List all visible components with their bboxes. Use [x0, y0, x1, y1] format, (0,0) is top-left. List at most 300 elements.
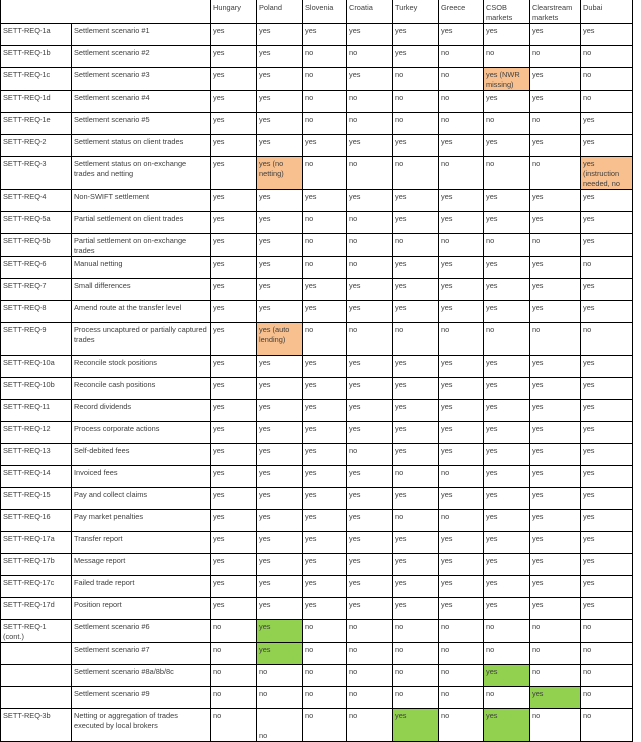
cell-dubai: yes: [581, 466, 633, 488]
cell-slovenia: yes: [303, 466, 347, 488]
cell-poland: yes: [257, 620, 303, 643]
cell-slovenia: no: [303, 709, 347, 742]
cell-turkey: no: [393, 466, 439, 488]
cell-greece: no: [439, 157, 484, 190]
table-row: [1, 46, 633, 68]
cell-hungary: yes: [211, 532, 257, 554]
cell-hungary: yes: [211, 301, 257, 323]
cell-clearstream-markets: yes: [530, 422, 581, 444]
table-row: [1, 554, 633, 576]
cell-csob-markets: yes: [484, 709, 530, 742]
cell-poland: yes: [257, 444, 303, 466]
cell-turkey: yes: [393, 212, 439, 234]
cell-poland: no: [257, 687, 303, 709]
cell-csob-markets: yes: [484, 400, 530, 422]
cell-greece: no: [439, 234, 484, 257]
table-row: [1, 91, 633, 113]
requirement-description: Amend route at the transfer level: [72, 301, 211, 323]
cell-clearstream-markets: yes: [530, 356, 581, 378]
requirement-description: Message report: [72, 554, 211, 576]
cell-greece: no: [439, 323, 484, 356]
requirement-description: Reconcile stock positions: [72, 356, 211, 378]
requirement-description: Partial settlement on on-exchange trades: [72, 234, 211, 257]
header-greece: Greece: [439, 0, 484, 24]
cell-poland: yes (auto lending): [257, 323, 303, 356]
requirement-description: Settlement scenario #9: [72, 687, 211, 709]
header-dubai: Dubai: [581, 0, 633, 24]
requirement-id: SETT-REQ-10a: [1, 356, 72, 378]
requirement-id: SETT-REQ-4: [1, 190, 72, 212]
requirement-id: SETT-REQ-8: [1, 301, 72, 323]
cell-csob-markets: yes: [484, 510, 530, 532]
cell-csob-markets: yes: [484, 135, 530, 157]
cell-poland: yes: [257, 378, 303, 400]
cell-croatia: no: [347, 157, 393, 190]
cell-hungary: no: [211, 709, 257, 742]
requirement-id: SETT-REQ-17c: [1, 576, 72, 598]
requirement-description: Failed trade report: [72, 576, 211, 598]
cell-poland: yes: [257, 91, 303, 113]
cell-clearstream-markets: yes: [530, 576, 581, 598]
cell-csob-markets: no: [484, 620, 530, 643]
cell-turkey: yes: [393, 598, 439, 620]
cell-turkey: no: [393, 643, 439, 665]
cell-turkey: no: [393, 687, 439, 709]
cell-poland: yes: [257, 190, 303, 212]
requirement-id: SETT-REQ-3: [1, 157, 72, 190]
requirement-id: SETT-REQ-2: [1, 135, 72, 157]
cell-hungary: yes: [211, 157, 257, 190]
cell-csob-markets: yes: [484, 576, 530, 598]
cell-poland: yes: [257, 46, 303, 68]
cell-dubai: yes: [581, 576, 633, 598]
cell-dubai: yes: [581, 378, 633, 400]
cell-greece: yes: [439, 135, 484, 157]
requirement-id: SETT-REQ-15: [1, 488, 72, 510]
requirement-description: Settlement status on client trades: [72, 135, 211, 157]
header-id: [1, 0, 72, 24]
cell-greece: yes: [439, 24, 484, 46]
header-row: [1, 0, 633, 24]
cell-clearstream-markets: no: [530, 643, 581, 665]
cell-hungary: yes: [211, 91, 257, 113]
requirement-description: Transfer report: [72, 532, 211, 554]
requirement-id: SETT-REQ-1a: [1, 24, 72, 46]
cell-greece: no: [439, 709, 484, 742]
cell-turkey: no: [393, 323, 439, 356]
cell-clearstream-markets: yes: [530, 257, 581, 279]
cell-croatia: no: [347, 643, 393, 665]
cell-greece: yes: [439, 301, 484, 323]
cell-croatia: no: [347, 212, 393, 234]
cell-croatia: no: [347, 91, 393, 113]
cell-poland: yes: [257, 488, 303, 510]
cell-croatia: yes: [347, 466, 393, 488]
table-row: [1, 643, 633, 665]
cell-hungary: yes: [211, 510, 257, 532]
cell-greece: yes: [439, 400, 484, 422]
cell-dubai: yes: [581, 24, 633, 46]
cell-clearstream-markets: no: [530, 665, 581, 687]
table-row: [1, 422, 633, 444]
cell-slovenia: no: [303, 643, 347, 665]
cell-poland: yes: [257, 257, 303, 279]
cell-croatia: no: [347, 113, 393, 135]
requirement-id: [1, 687, 72, 709]
cell-poland: yes: [257, 554, 303, 576]
cell-csob-markets: yes: [484, 257, 530, 279]
cell-hungary: no: [211, 643, 257, 665]
cell-poland: yes: [257, 234, 303, 257]
cell-turkey: yes: [393, 709, 439, 742]
cell-slovenia: yes: [303, 532, 347, 554]
cell-poland: yes: [257, 279, 303, 301]
cell-croatia: no: [347, 687, 393, 709]
cell-dubai: no: [581, 709, 633, 742]
cell-dubai: yes: [581, 444, 633, 466]
cell-clearstream-markets: no: [530, 46, 581, 68]
cell-csob-markets: yes: [484, 24, 530, 46]
cell-csob-markets: yes: [484, 554, 530, 576]
cell-slovenia: yes: [303, 135, 347, 157]
cell-clearstream-markets: yes: [530, 91, 581, 113]
cell-dubai: yes: [581, 301, 633, 323]
cell-poland: yes: [257, 356, 303, 378]
cell-csob-markets: no: [484, 157, 530, 190]
cell-csob-markets: no: [484, 234, 530, 257]
cell-slovenia: no: [303, 113, 347, 135]
cell-hungary: yes: [211, 46, 257, 68]
cell-croatia: no: [347, 665, 393, 687]
requirement-description: Settlement scenario #3: [72, 68, 211, 91]
requirement-id: SETT-REQ-1e: [1, 113, 72, 135]
cell-clearstream-markets: yes: [530, 554, 581, 576]
requirement-description: Partial settlement on client trades: [72, 212, 211, 234]
cell-poland: yes: [257, 598, 303, 620]
cell-hungary: yes: [211, 598, 257, 620]
table-row: [1, 466, 633, 488]
cell-greece: no: [439, 510, 484, 532]
cell-clearstream-markets: no: [530, 113, 581, 135]
cell-csob-markets: yes: [484, 466, 530, 488]
cell-greece: yes: [439, 576, 484, 598]
cell-poland: yes: [257, 212, 303, 234]
cell-greece: yes: [439, 532, 484, 554]
requirement-description: Manual netting: [72, 257, 211, 279]
cell-greece: no: [439, 643, 484, 665]
requirement-description: Settlement scenario #2: [72, 46, 211, 68]
requirement-id: SETT-REQ-10b: [1, 378, 72, 400]
cell-csob-markets: yes: [484, 91, 530, 113]
cell-greece: no: [439, 46, 484, 68]
table-row: [1, 532, 633, 554]
header-csob-markets: CSOB markets: [484, 0, 530, 24]
cell-greece: no: [439, 620, 484, 643]
requirement-description: Self-debited fees: [72, 444, 211, 466]
cell-csob-markets: yes: [484, 598, 530, 620]
cell-turkey: no: [393, 510, 439, 532]
cell-greece: yes: [439, 212, 484, 234]
cell-csob-markets: yes (NWR missing): [484, 68, 530, 91]
cell-poland: no: [257, 665, 303, 687]
cell-slovenia: no: [303, 46, 347, 68]
cell-croatia: no: [347, 234, 393, 257]
table-row: [1, 68, 633, 91]
table-row: [1, 190, 633, 212]
header-turkey: Turkey: [393, 0, 439, 24]
cell-clearstream-markets: yes: [530, 444, 581, 466]
cell-croatia: yes: [347, 68, 393, 91]
cell-poland: yes: [257, 68, 303, 91]
cell-greece: no: [439, 687, 484, 709]
cell-csob-markets: yes: [484, 378, 530, 400]
table-row: [1, 665, 633, 687]
table-row: [1, 301, 633, 323]
cell-dubai: no: [581, 46, 633, 68]
cell-clearstream-markets: yes: [530, 212, 581, 234]
cell-hungary: yes: [211, 554, 257, 576]
cell-csob-markets: no: [484, 46, 530, 68]
cell-csob-markets: yes: [484, 532, 530, 554]
table-row: [1, 212, 633, 234]
cell-dubai: yes: [581, 279, 633, 301]
cell-dubai: yes: [581, 488, 633, 510]
cell-poland: yes: [257, 113, 303, 135]
cell-slovenia: yes: [303, 400, 347, 422]
cell-csob-markets: yes: [484, 356, 530, 378]
cell-clearstream-markets: yes: [530, 488, 581, 510]
requirement-id: SETT-REQ-5a: [1, 212, 72, 234]
cell-csob-markets: no: [484, 323, 530, 356]
cell-hungary: yes: [211, 400, 257, 422]
requirement-description: Small differences: [72, 279, 211, 301]
cell-slovenia: yes: [303, 598, 347, 620]
cell-dubai: no: [581, 91, 633, 113]
cell-slovenia: yes: [303, 378, 347, 400]
cell-clearstream-markets: yes: [530, 190, 581, 212]
requirement-id: SETT-REQ-16: [1, 510, 72, 532]
requirement-id: SETT-REQ-17a: [1, 532, 72, 554]
cell-clearstream-markets: yes: [530, 466, 581, 488]
cell-hungary: yes: [211, 356, 257, 378]
cell-greece: no: [439, 68, 484, 91]
cell-slovenia: no: [303, 68, 347, 91]
cell-croatia: yes: [347, 135, 393, 157]
cell-slovenia: yes: [303, 190, 347, 212]
cell-croatia: yes: [347, 356, 393, 378]
cell-dubai: yes: [581, 422, 633, 444]
cell-clearstream-markets: yes: [530, 378, 581, 400]
cell-turkey: yes: [393, 444, 439, 466]
cell-hungary: yes: [211, 378, 257, 400]
requirement-description: Process uncaptured or partially captured trades: [72, 323, 211, 356]
cell-csob-markets: yes: [484, 422, 530, 444]
cell-slovenia: no: [303, 665, 347, 687]
cell-croatia: no: [347, 709, 393, 742]
cell-slovenia: yes: [303, 301, 347, 323]
cell-croatia: yes: [347, 598, 393, 620]
cell-croatia: yes: [347, 510, 393, 532]
cell-slovenia: no: [303, 91, 347, 113]
cell-clearstream-markets: yes: [530, 532, 581, 554]
cell-slovenia: yes: [303, 444, 347, 466]
requirement-description: Non-SWIFT settlement: [72, 190, 211, 212]
requirement-description: Record dividends: [72, 400, 211, 422]
table-row: [1, 576, 633, 598]
cell-croatia: no: [347, 444, 393, 466]
cell-csob-markets: yes: [484, 665, 530, 687]
cell-hungary: yes: [211, 135, 257, 157]
header-hungary: Hungary: [211, 0, 257, 24]
cell-croatia: no: [347, 323, 393, 356]
header-clearstream-markets: Clearstream markets: [530, 0, 581, 24]
cell-dubai: no: [581, 620, 633, 643]
requirement-id: SETT-REQ-6: [1, 257, 72, 279]
requirement-description: Settlement scenario #4: [72, 91, 211, 113]
cell-slovenia: no: [303, 323, 347, 356]
requirement-id: SETT-REQ-14: [1, 466, 72, 488]
cell-poland: yes: [257, 576, 303, 598]
cell-turkey: no: [393, 91, 439, 113]
table-row: [1, 709, 633, 742]
cell-slovenia: no: [303, 212, 347, 234]
cell-greece: yes: [439, 598, 484, 620]
requirement-description: Invoiced fees: [72, 466, 211, 488]
cell-greece: no: [439, 113, 484, 135]
table-row: [1, 279, 633, 301]
table-row: [1, 135, 633, 157]
requirement-description: Pay and collect claims: [72, 488, 211, 510]
cell-dubai: no: [581, 665, 633, 687]
cell-dubai: yes: [581, 113, 633, 135]
cell-poland: yes: [257, 510, 303, 532]
cell-turkey: yes: [393, 400, 439, 422]
requirement-id: SETT-REQ-1 (cont.): [1, 620, 72, 643]
cell-clearstream-markets: yes: [530, 598, 581, 620]
cell-turkey: yes: [393, 301, 439, 323]
cell-dubai: yes: [581, 554, 633, 576]
cell-croatia: yes: [347, 422, 393, 444]
cell-greece: no: [439, 665, 484, 687]
cell-hungary: yes: [211, 488, 257, 510]
header-description: [72, 0, 211, 24]
cell-dubai: no: [581, 257, 633, 279]
cell-csob-markets: no: [484, 643, 530, 665]
cell-croatia: yes: [347, 532, 393, 554]
requirement-id: SETT-REQ-1d: [1, 91, 72, 113]
cell-csob-markets: no: [484, 687, 530, 709]
cell-slovenia: yes: [303, 356, 347, 378]
table-row: [1, 687, 633, 709]
cell-greece: no: [439, 466, 484, 488]
cell-turkey: yes: [393, 46, 439, 68]
requirement-description: Settlement scenario #1: [72, 24, 211, 46]
cell-csob-markets: yes: [484, 301, 530, 323]
table-row: [1, 400, 633, 422]
cell-slovenia: no: [303, 620, 347, 643]
cell-greece: yes: [439, 279, 484, 301]
requirement-description: Reconcile cash positions: [72, 378, 211, 400]
table-row: [1, 157, 633, 190]
cell-greece: yes: [439, 488, 484, 510]
requirement-id: SETT-REQ-17d: [1, 598, 72, 620]
cell-dubai: yes (instruction needed, no: [581, 157, 633, 190]
cell-turkey: yes: [393, 257, 439, 279]
cell-csob-markets: yes: [484, 488, 530, 510]
table-row: [1, 356, 633, 378]
cell-clearstream-markets: yes: [530, 279, 581, 301]
cell-croatia: yes: [347, 576, 393, 598]
header-poland: Poland: [257, 0, 303, 24]
cell-croatia: yes: [347, 279, 393, 301]
cell-slovenia: no: [303, 257, 347, 279]
cell-csob-markets: yes: [484, 279, 530, 301]
cell-greece: yes: [439, 554, 484, 576]
cell-slovenia: yes: [303, 554, 347, 576]
table-row: [1, 234, 633, 257]
cell-turkey: yes: [393, 576, 439, 598]
requirement-id: SETT-REQ-1b: [1, 46, 72, 68]
cell-turkey: no: [393, 113, 439, 135]
requirement-id: SETT-REQ-1c: [1, 68, 72, 91]
cell-turkey: no: [393, 665, 439, 687]
cell-clearstream-markets: no: [530, 157, 581, 190]
cell-slovenia: no: [303, 234, 347, 257]
requirement-id: SETT-REQ-12: [1, 422, 72, 444]
cell-dubai: no: [581, 687, 633, 709]
cell-slovenia: yes: [303, 422, 347, 444]
cell-greece: yes: [439, 378, 484, 400]
cell-turkey: yes: [393, 532, 439, 554]
cell-dubai: no: [581, 68, 633, 91]
requirement-id: [1, 665, 72, 687]
table-row: [1, 113, 633, 135]
table-row: [1, 257, 633, 279]
cell-poland: yes: [257, 24, 303, 46]
cell-dubai: yes: [581, 135, 633, 157]
cell-croatia: no: [347, 620, 393, 643]
cell-croatia: yes: [347, 554, 393, 576]
cell-turkey: yes: [393, 24, 439, 46]
cell-poland: yes: [257, 301, 303, 323]
table-row: [1, 378, 633, 400]
cell-dubai: yes: [581, 510, 633, 532]
cell-croatia: yes: [347, 488, 393, 510]
cell-greece: yes: [439, 422, 484, 444]
cell-dubai: yes: [581, 598, 633, 620]
cell-croatia: no: [347, 257, 393, 279]
cell-csob-markets: yes: [484, 212, 530, 234]
cell-clearstream-markets: no: [530, 323, 581, 356]
cell-croatia: yes: [347, 301, 393, 323]
requirement-description: Process corporate actions: [72, 422, 211, 444]
cell-hungary: yes: [211, 113, 257, 135]
cell-clearstream-markets: yes: [530, 135, 581, 157]
cell-clearstream-markets: yes: [530, 24, 581, 46]
cell-greece: yes: [439, 356, 484, 378]
cell-csob-markets: yes: [484, 190, 530, 212]
cell-turkey: no: [393, 620, 439, 643]
cell-dubai: yes: [581, 190, 633, 212]
requirement-id: SETT-REQ-9: [1, 323, 72, 356]
cell-croatia: yes: [347, 378, 393, 400]
cell-greece: yes: [439, 257, 484, 279]
table-row: [1, 444, 633, 466]
cell-turkey: yes: [393, 356, 439, 378]
cell-clearstream-markets: no: [530, 234, 581, 257]
cell-hungary: no: [211, 687, 257, 709]
requirement-id: SETT-REQ-13: [1, 444, 72, 466]
